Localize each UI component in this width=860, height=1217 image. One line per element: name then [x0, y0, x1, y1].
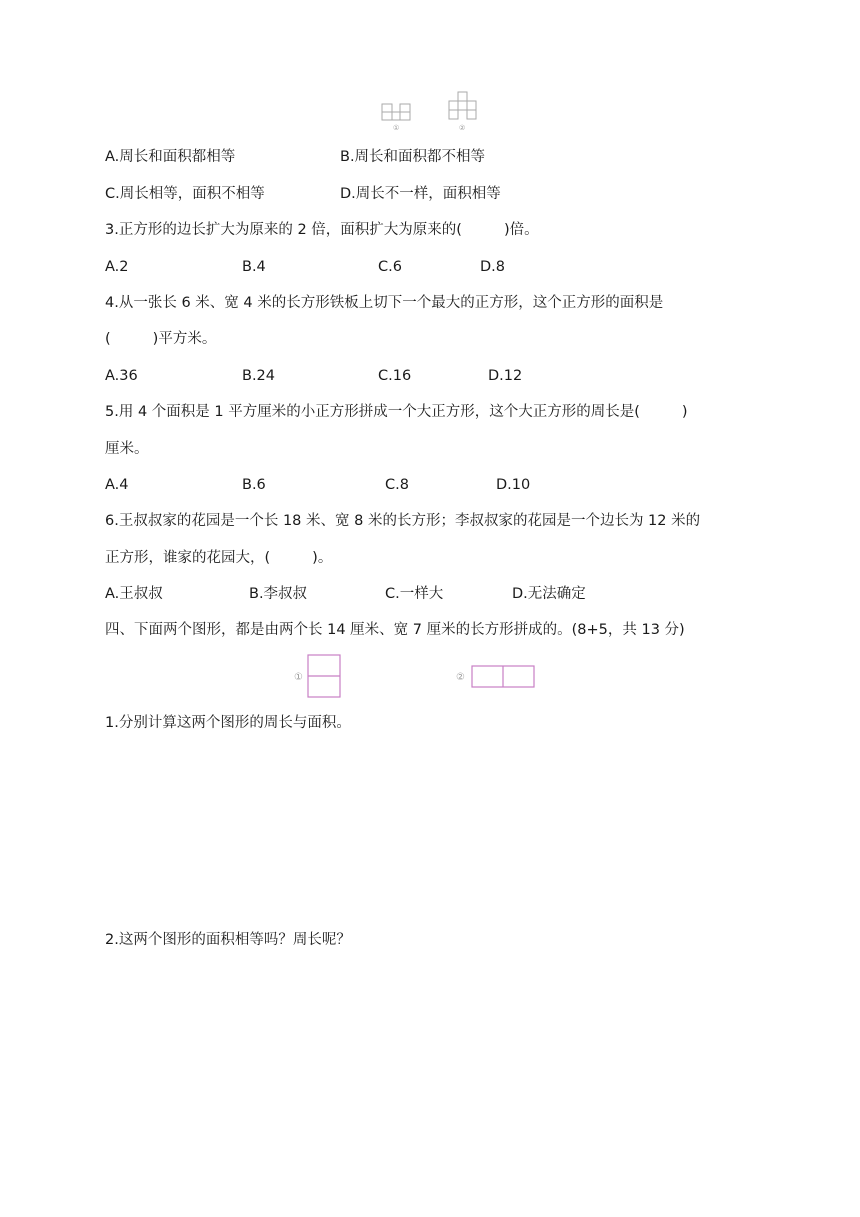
- q5-option-b: B.6: [242, 477, 266, 493]
- q3-option-b: B.4: [242, 259, 266, 275]
- section4-figure-1: [294, 652, 346, 700]
- q6-option-c: C.一样大: [385, 586, 444, 602]
- q4-stem-before: (: [105, 331, 111, 347]
- q2-option-c: C.周长相等，面积不相等: [105, 186, 265, 202]
- q2-option-b: B.周长和面积都不相等: [340, 149, 486, 165]
- q6-stem-line1: 6.王叔叔家的花园是一个长 18 米、宽 8 米的长方形；李叔叔家的花园是一个边长为 12 米的: [105, 513, 701, 529]
- section4-sub1: 1.分别计算这两个图形的周长与面积。: [105, 715, 351, 731]
- q5-option-d: D.10: [496, 477, 531, 493]
- q3-option-d: D.8: [480, 259, 505, 275]
- q5-stem-line2: 厘米。: [105, 441, 149, 457]
- q6-option-a: A.王叔叔: [105, 586, 163, 602]
- q3-stem: [105, 220, 539, 240]
- section4-figure-2: [456, 662, 540, 692]
- q2-option-d: D.周长不一样，面积相等: [340, 186, 501, 202]
- q4-option-a: A.36: [105, 368, 138, 384]
- q5-option-c: C.8: [385, 477, 409, 493]
- q6-option-b: B.李叔叔: [249, 586, 308, 602]
- section4-heading: 四、下面两个图形，都是由两个长 14 厘米、宽 7 厘米的长方形拼成的。(8+5，共 13 分): [105, 622, 685, 638]
- q6-stem-line2: [105, 548, 332, 568]
- top-figure-2: [446, 90, 480, 132]
- q6-stem-before: 正方形，谁家的花园大，(: [105, 550, 271, 566]
- q5-option-a: A.4: [105, 477, 129, 493]
- q3-option-c: C.6: [378, 259, 402, 275]
- q6-option-d: D.无法确定: [512, 586, 586, 602]
- q4-option-b: B.24: [242, 368, 276, 384]
- q4-option-d: D.12: [488, 368, 523, 384]
- q5-stem-after: ): [681, 404, 688, 420]
- q4-option-c: C.16: [378, 368, 412, 384]
- q4-stem-line1: 4.从一张长 6 米、宽 4 米的长方形铁板上切下一个最大的正方形，这个正方形的面积是: [105, 295, 664, 311]
- q3-option-a: A.2: [105, 259, 129, 275]
- section4-figure-1-label: ①: [294, 672, 303, 683]
- q2-option-a: A.周长和面积都相等: [105, 149, 236, 165]
- q5-stem-line1: [105, 402, 688, 422]
- top-figure-1-label: ①: [393, 124, 400, 132]
- section4-sub2: 2.这两个图形的面积相等吗？周长呢？: [105, 932, 351, 948]
- q4-stem-after: )平方米。: [152, 331, 217, 347]
- q5-stem-before: 5.用 4 个面积是 1 平方厘米的小正方形拼成一个大正方形，这个大正方形的周长是(: [105, 404, 640, 420]
- q3-stem-before: 3.正方形的边长扩大为原来的 2 倍，面积扩大为原来的(: [105, 222, 462, 238]
- top-figure-2-label: ②: [459, 124, 466, 132]
- top-figure-1: [380, 96, 414, 132]
- section4-figure-2-label: ②: [456, 672, 465, 683]
- q3-stem-after: )倍。: [503, 222, 539, 238]
- q6-stem-after: )。: [312, 550, 333, 566]
- q4-stem-line2: [105, 329, 216, 349]
